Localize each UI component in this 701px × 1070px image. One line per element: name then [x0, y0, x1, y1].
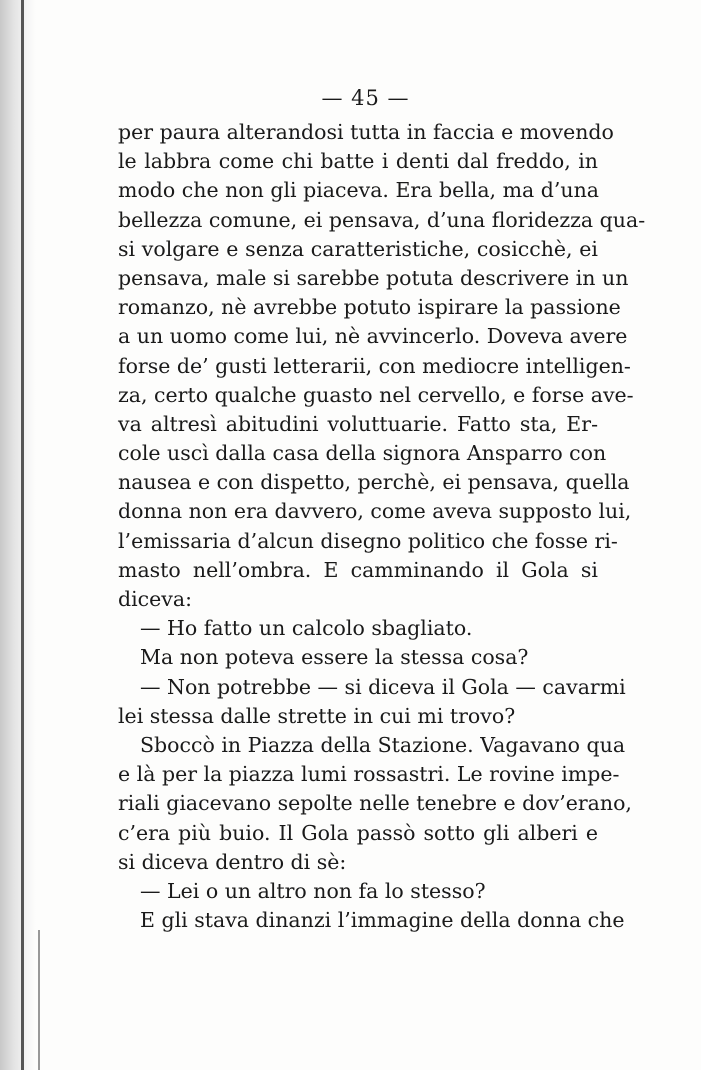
- text-line: nausea e con dispetto, perchè, ei pensava, quella: [118, 470, 630, 495]
- text-line: l’emissaria d’alcun disegno politico che fosse ri-: [118, 528, 618, 553]
- text-line: si diceva dentro di sè:: [118, 849, 347, 874]
- text-line: cole uscì dalla casa della signora Ansparro con: [118, 441, 607, 466]
- page-binding-edge: [21, 0, 24, 1070]
- text-line: riali giacevano sepolte nelle tenebre e dov’erano,: [118, 791, 632, 816]
- text-line: si volgare e senza caratteristiche, cosicchè, ei: [118, 236, 598, 261]
- text-line: za, certo qualche guasto nel cervello, e forse ave-: [118, 382, 634, 407]
- text-line: — Ho fatto un calcolo sbagliato.: [140, 616, 473, 641]
- page-number: — 45 —: [321, 86, 410, 110]
- text-line: — Non potrebbe — si diceva il Gola — cavarmi: [140, 674, 626, 699]
- text-line: masto nell’ombra. E camminando il Gola si: [118, 557, 598, 582]
- page-binding-mark: [38, 930, 40, 1070]
- text-line: Sboccò in Piazza della Stazione. Vagavano qua: [140, 732, 626, 757]
- text-line: E gli stava dinanzi l’immagine della donna che: [140, 908, 625, 933]
- text-line: — Lei o un altro non fa lo stesso?: [140, 878, 486, 903]
- page-binding-shadow: [0, 0, 36, 1070]
- text-line: le labbra come chi batte i denti dal freddo, in: [118, 149, 598, 174]
- text-line: pensava, male si sarebbe potuta descrivere in un: [118, 265, 629, 290]
- text-line: donna non era davvero, come aveva supposto lui,: [118, 499, 632, 524]
- text-line: romanzo, nè avrebbe potuto ispirare la passione: [118, 295, 621, 320]
- text-line: c’era più buio. Il Gola passò sotto gli alberi e: [118, 820, 598, 845]
- text-line: bellezza comune, ei pensava, d’una floridezza qua-: [118, 207, 646, 232]
- text-line: per paura alterandosi tutta in faccia e movendo: [118, 120, 614, 144]
- text-line: lei stessa dalle strette in cui mi trovo?: [118, 703, 516, 728]
- text-line: forse de’ gusti letterarii, con mediocre intelligen-: [118, 353, 631, 378]
- text-line: Ma non poteva essere la stessa cosa?: [140, 645, 529, 670]
- text-line: e là per la piazza lumi rossastri. Le rovine impe-: [118, 762, 620, 787]
- body-text: [118, 118, 646, 935]
- text-line: va altresì abitudini voluttuarie. Fatto sta, Er-: [118, 411, 598, 436]
- text-line: diceva:: [118, 587, 193, 611]
- text-line: a un uomo come lui, nè avvincerlo. Doveva avere: [118, 324, 628, 349]
- text-line: modo che non gli piaceva. Era bella, ma d’una: [118, 178, 600, 203]
